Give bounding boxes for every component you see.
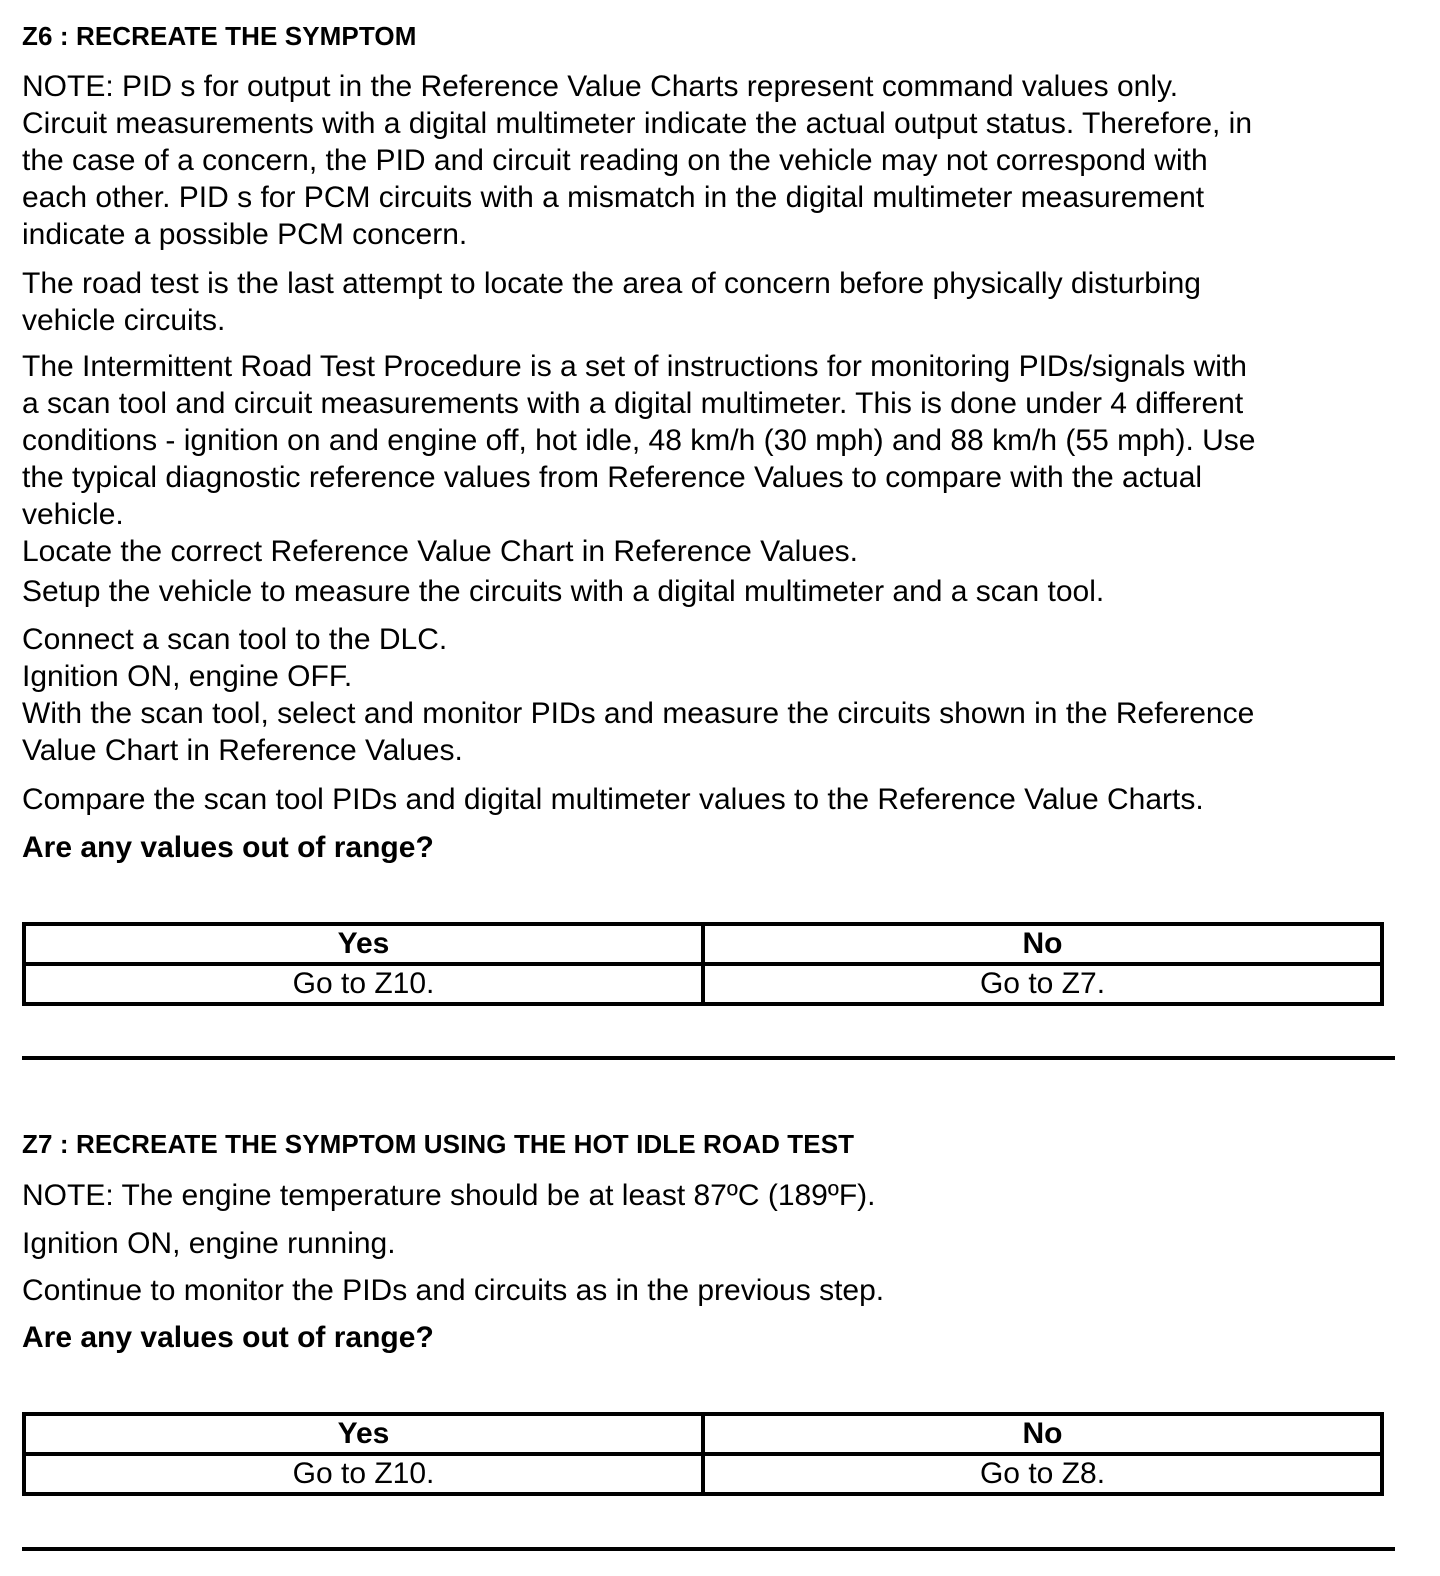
z6-heading: Z6 : RECREATE THE SYMPTOM [22, 21, 417, 51]
z6-intermittent-line: Setup the vehicle to measure the circuits with a digital multimeter and a scan tool. [22, 575, 1105, 608]
z7-yes-no-table [22, 1412, 1384, 1496]
table-row [24, 1454, 1382, 1494]
yes-header: Yes [24, 924, 703, 964]
z6-step-line: Value Chart in Reference Values. [22, 734, 463, 767]
z6-note-line: Circuit measurements with a digital multimeter indicate the actual output status. Therefore, in [22, 107, 1253, 140]
z7-heading: Z7 : RECREATE THE SYMPTOM USING THE HOT IDLE ROAD TEST [22, 1129, 855, 1159]
z6-note-line: the case of a concern, the PID and circuit reading on the vehicle may not correspond with [22, 144, 1208, 177]
z6-question: Are any values out of range? [22, 831, 434, 864]
z6-intermittent-line: vehicle. [22, 498, 124, 531]
no-action: Go to Z8. [703, 1454, 1382, 1494]
section-divider [22, 1547, 1395, 1551]
z6-intermittent-line: a scan tool and circuit measurements with a digital multimeter. This is done under 4 different [22, 387, 1244, 420]
z6-compare-line: Compare the scan tool PIDs and digital multimeter values to the Reference Value Charts. [22, 783, 1204, 816]
table-header-row [24, 1414, 1382, 1454]
z6-intermittent-line: Locate the correct Reference Value Chart in Reference Values. [22, 535, 859, 568]
z6-step-line: With the scan tool, select and monitor PIDs and measure the circuits shown in the Reference [22, 697, 1255, 730]
z7-continue-line: Continue to monitor the PIDs and circuits as in the previous step. [22, 1274, 885, 1307]
z6-note-line: NOTE: PID s for output in the Reference Value Charts represent command values only. [22, 70, 1179, 103]
section-divider [22, 1056, 1395, 1060]
z6-note [22, 68, 1252, 253]
z6-intermittent-line: conditions - ignition on and engine off, hot idle, 48 km/h (30 mph) and 88 km/h (55 mph). Use [22, 424, 1256, 457]
z7-question: Are any values out of range? [22, 1321, 434, 1354]
z6-step-line: Ignition ON, engine OFF. [22, 660, 353, 693]
table-row [24, 964, 1382, 1004]
no-header: No [703, 924, 1382, 964]
z7-ignition-line: Ignition ON, engine running. [22, 1227, 396, 1260]
table-header-row [24, 924, 1382, 964]
yes-action: Go to Z10. [24, 1454, 703, 1494]
z6-yes-no-table [22, 922, 1384, 1006]
z6-intermittent-paragraph [22, 348, 1256, 610]
no-action: Go to Z7. [703, 964, 1382, 1004]
z6-intermittent-line: The Intermittent Road Test Procedure is a set of instructions for monitoring PIDs/signals with [22, 350, 1247, 383]
no-header: No [703, 1414, 1382, 1454]
z6-intermittent-line: the typical diagnostic reference values from Reference Values to compare with the actual [22, 461, 1203, 494]
z6-note-line: each other. PID s for PCM circuits with a mismatch in the digital multimeter measurement [22, 181, 1205, 214]
z6-step-line: Connect a scan tool to the DLC. [22, 623, 448, 656]
z6-note-line: indicate a possible PCM concern. [22, 218, 468, 251]
z7-note: NOTE: The engine temperature should be at least 87ºC (189ºF). [22, 1179, 876, 1212]
z6-road-test-line: vehicle circuits. [22, 304, 226, 337]
z6-road-test-line: The road test is the last attempt to locate the area of concern before physically disturbing [22, 267, 1201, 300]
yes-action: Go to Z10. [24, 964, 703, 1004]
z6-road-test-paragraph [22, 265, 1201, 339]
yes-header: Yes [24, 1414, 703, 1454]
z6-steps-paragraph [22, 621, 1254, 769]
